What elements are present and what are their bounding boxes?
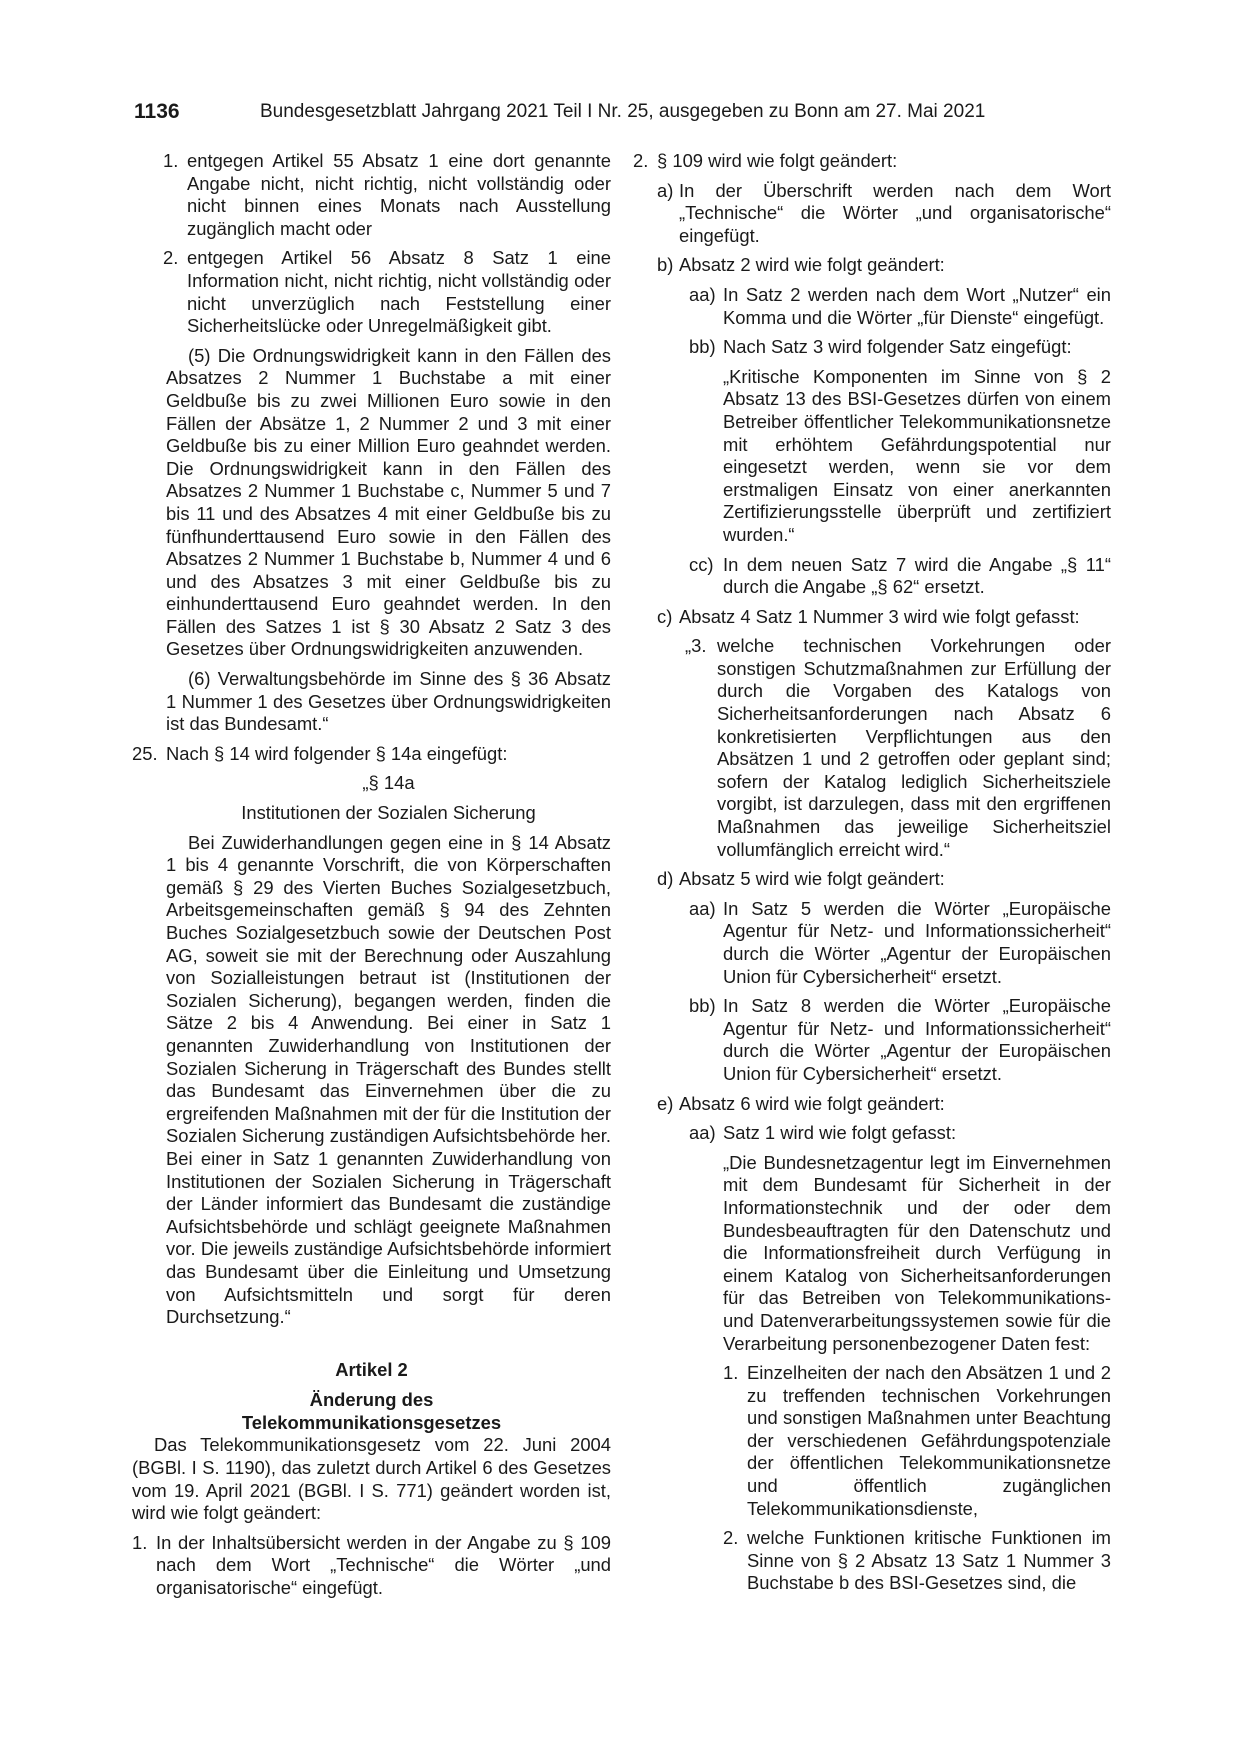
sub-item-b (633, 254, 1111, 277)
list-item (132, 247, 611, 337)
sub-sub-item-text: Satz 1 wird wie folgt gefasst: (723, 1122, 957, 1144)
left-column (132, 150, 611, 1607)
quoted-sentence: „Die Bundesnetzagentur legt im Einvernehmen mit dem Bundesamt für Sicherheit in der Informationstechnik und der oder dem Bundesbeauftragten für den Datenschutz und die Informationsfreiheit durch Verfügung in einem Katalog von Sicherheitsanforderungen für das Betreiben von Telekommunikations- und Datenverarbeitungssystemen sowie für die Verarbeitung personenbezogener Daten fest: (723, 1151, 1111, 1354)
sub-sub-item-label: aa) (689, 897, 716, 919)
sub-sub-item (633, 995, 1111, 1085)
list-item-number: 2. (633, 150, 649, 171)
sub-sub-item-label: bb) (689, 995, 716, 1017)
list-item-number: 1. (163, 150, 179, 171)
sub-sub-item (633, 554, 1111, 599)
sub-sub-item-text: In Satz 5 werden die Wörter „Europäische Agentur für Netz- und Informationssicherheit“ durch die Wörter „Agentur der Europäischen Union für Cybersicherheit“ ersetzt. (723, 897, 1111, 987)
sub-sub-item (633, 898, 1111, 988)
article-title-line2: Telekommunikationsgesetzes (241, 1411, 502, 1433)
article-heading: Artikel 2 (335, 1358, 408, 1380)
paragraph-5: (5) Die Ordnungswidrigkeit kann in den Fällen des Absatzes 2 Nummer 1 Buchstabe a mit einer Geldbuße bis zu zwei Millionen Euro sowie in den Fällen der Absätze 1, 2 Nummer 2 und 3 mit einer Geldbuße bis zu einer Million Euro geahndet werden. Die Ordnungswidrigkeit kann in den Fällen des Absatzes 2 Nummer 1 Buchstabe c, Nummer 5 und 7 bis 11 und des Absatzes 4 mit einer Geldbuße bis zu fünfhunderttausend Euro sowie in den Fällen des Absatzes 2 Nummer 1 Buchstabe b, Nummer 4 und 6 und des Absatzes 3 mit einer Geldbuße bis zu einhunderttausend Euro geahndet werden. In den Fällen des Satzes 1 ist § 30 Absatz 2 Satz 3 des Gesetzes über Ordnungswidrigkeiten anzuwenden. (166, 344, 611, 660)
sub-sub-item-label: aa) (689, 1122, 716, 1144)
sub-item-letter: d) (657, 868, 674, 890)
quoted-list-number: 2. (723, 1527, 739, 1549)
list-item-25 (132, 743, 611, 766)
quoted-sentence: „Kritische Komponenten im Sinne von § 2 Absatz 13 des BSI-Gesetzes dürfen von einem Betreiber öffentlicher Telekommunikationsnetze mit erhöhtem Gefährdungspotential nur eingesetzt werden, wenn sie vor dem erstmaligen Einsatz von einer anerkannten Zertifizierungsstelle überprüft und zertifiziert wurden.“ (723, 365, 1111, 545)
sub-sub-item (633, 1122, 1111, 1145)
section-title: Institutionen der Sozialen Sicherung (241, 802, 536, 824)
list-item (633, 150, 1111, 173)
sub-sub-item-label: aa) (689, 283, 716, 305)
sub-sub-item-text: In dem neuen Satz 7 wird die Angabe „§ 11“ durch die Angabe „§ 62“ ersetzt. (723, 553, 1111, 598)
sub-item-text: Absatz 4 Satz 1 Nummer 3 wird wie folgt gefasst: (679, 605, 1080, 627)
sub-sub-item-label: cc) (689, 553, 714, 575)
section-mark: „§ 14a (362, 772, 415, 794)
list-item-number: 25. (132, 742, 158, 764)
sub-sub-item-text: In Satz 8 werden die Wörter „Europäische Agentur für Netz- und Informationssicherheit“ durch die Wörter „Agentur der Europäischen Union für Cybersicherheit“ ersetzt. (723, 995, 1111, 1084)
sub-sub-item (633, 284, 1111, 329)
list-item-text: entgegen Artikel 55 Absatz 1 eine dort genannte Angabe nicht, nicht richtig, nicht vollständig oder nicht binnen eines Monats nach Ausstellung zugänglich macht oder (187, 150, 611, 239)
sub-sub-item-text: In Satz 2 werden nach dem Wort „Nutzer“ ein Komma und die Wörter „für Dienste“ eingefügt. (723, 283, 1111, 328)
sub-item-text: Absatz 5 wird wie folgt geändert: (679, 868, 945, 890)
list-item (132, 1532, 611, 1600)
list-item-text: entgegen Artikel 56 Absatz 8 Satz 1 eine Information nicht, nicht richtig, nicht vollständig oder nicht unverzüglich nach Feststellung einer Sicherheitslücke oder Unregelmäßigkeit gibt. (187, 247, 611, 337)
sub-item-letter: a) (657, 179, 674, 201)
quoted-list-text: welche Funktionen kritische Funktionen im Sinne von § 2 Absatz 13 Satz 1 Nummer 3 Buchstabe b des BSI-Gesetzes sind, die (747, 1527, 1111, 1594)
sub-item-text: In der Überschrift werden nach dem Wort „Technische“ die Wörter „und organisatorische“ eingefügt. (679, 179, 1111, 246)
quoted-list-text: Einzelheiten der nach den Absätzen 1 und 2 zu treffenden technischen Vorkehrungen und sonstigen Maßnahmen unter Beachtung der verschiedenen Gefährdungspotenziale der öffentlichen Telekommunikationsnetze und öffentlich zugänglichen Telekommunikationsdienste, (747, 1362, 1111, 1519)
quoted-list-number: 1. (723, 1362, 739, 1384)
sub-item-a (633, 180, 1111, 248)
sub-sub-item-label: bb) (689, 336, 716, 358)
list-item-text: Nach § 14 wird folgender § 14a eingefügt: (166, 742, 508, 764)
list-item-number: 2. (163, 247, 179, 269)
list-item-number: 1. (132, 1531, 148, 1553)
article-title-line1: Änderung des (309, 1389, 434, 1411)
quoted-item-text: welche technischen Vorkehrungen oder sonstigen Schutzmaßnahmen zur Erfüllung der durch die Vorgaben des Katalogs von Sicherheitsanforderungen nach Absatz 6 konkretisierten Verpflichtungen aus den Absätzen 1 und 2 getroffen oder geplant sind; sofern der Katalog lediglich Sicherheitsziele vorgibt, ist darzulegen, dass mit den ergriffenen Maßnahmen das jeweilige Sicherheitsziel vollumfänglich erreicht wird.“ (717, 635, 1111, 860)
sub-item-e (633, 1093, 1111, 1116)
running-head: Bundesgesetzblatt Jahrgang 2021 Teil I Nr. 25, ausgegeben zu Bonn am 27. Mai 2021 (260, 101, 986, 122)
sub-item-letter: b) (657, 254, 674, 276)
paragraph-6: (6) Verwaltungsbehörde im Sinne des § 36 Absatz 1 Nummer 1 des Gesetzes über Ordnungswidrigkeiten ist das Bundesamt.“ (166, 668, 611, 735)
sub-sub-item (633, 336, 1111, 359)
sub-item-d (633, 868, 1111, 891)
list-item-text: § 109 wird wie folgt geändert: (657, 150, 898, 171)
sub-item-text: Absatz 6 wird wie folgt geändert: (679, 1092, 945, 1114)
quoted-list-item (633, 1362, 1111, 1520)
right-column (633, 150, 1111, 1602)
quoted-list-item (633, 1527, 1111, 1595)
sub-item-letter: e) (657, 1092, 674, 1114)
section-text: Bei Zuwiderhandlungen gegen eine in § 14 Absatz 1 bis 4 genannte Vorschrift, die von Körperschaften gemäß § 29 des Vierten Buches Sozialgesetzbuch, Arbeitsgemeinschaften gemäß § 94 des Zehnten Buches Sozialgesetzbuch sowie der Deutschen Post AG, soweit sie mit der Berechnung oder Auszahlung von Sozialleistungen betraut ist (Institutionen der Sozialen Sicherung), begangen werden, finden die Sätze 2 bis 4 Anwendung. Bei einer in Satz 1 genannten Zuwiderhandlung von Institutionen der Sozialen Sicherung in Trägerschaft des Bundes stellt das Bundesamt das Einvernehmen über die zu ergreifenden Maßnahmen mit der für die Institution der Sozialen Sicherung zuständigen Aufsichtsbehörde her. Bei einer in Satz 1 genannten Zuwiderhandlung von Institutionen der Sozialen Sicherung in Trägerschaft der Länder informiert das Bundesamt die zuständige Aufsichtsbehörde und schlägt geeignete Maßnahmen vor. Die jeweils zuständige Aufsichtsbehörde informiert das Bundesamt über die Einleitung und Umsetzung von Aufsichtsmitteln und sorgt für deren Durchsetzung.“ (166, 831, 611, 1328)
sub-item-c (633, 606, 1111, 629)
list-item-text: In der Inhaltsübersicht werden in der Angabe zu § 109 nach dem Wort „Technische“ die Wörter „und organisatorische“ eingefügt. (156, 1531, 611, 1599)
article-intro: Das Telekommunikationsgesetz vom 22. Juni 2004 (BGBl. I S. 1190), das zuletzt durch Artikel 6 des Gesetzes vom 19. April 2021 (BGBl. I S. 771) geändert worden ist, wird wie folgt geändert: (132, 1434, 611, 1524)
quoted-item-number: „3. (685, 635, 707, 657)
sub-sub-item-text: Nach Satz 3 wird folgender Satz eingefügt: (723, 336, 1072, 358)
page-number: 1136 (134, 100, 180, 123)
quoted-item (633, 635, 1111, 861)
sub-item-letter: c) (657, 605, 673, 627)
sub-item-text: Absatz 2 wird wie folgt geändert: (679, 254, 945, 276)
page-header (134, 100, 994, 128)
list-item (132, 150, 611, 240)
